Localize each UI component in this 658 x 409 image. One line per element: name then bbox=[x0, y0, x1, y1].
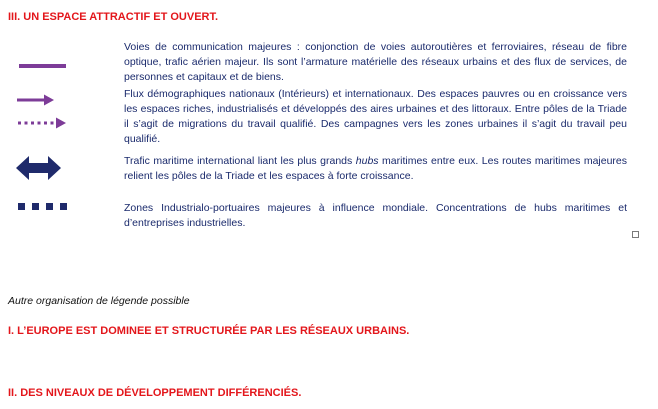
legend-text-industrial-port-zones: Zones Industrialo-portuaires majeures à influence mondiale. Concentrations de hubs maritimes et d’entreprises industrielles. bbox=[124, 202, 627, 229]
flow-arrow-icon bbox=[16, 93, 56, 107]
maritime-text-end: maritimes entre eux. Les routes maritimes majeures relient les pôles de la Triade et les espaces à forte croissance. bbox=[124, 155, 628, 182]
dotted-flow-arrow-icon bbox=[16, 116, 68, 130]
section-3-heading: III. UN ESPACE ATTRACTIF ET OUVERT. bbox=[8, 11, 219, 23]
industrial-port-zones-icon bbox=[17, 202, 71, 212]
resize-handle[interactable] bbox=[632, 231, 639, 238]
solid-line-icon bbox=[18, 62, 68, 70]
legend-text-demographic-flows: Flux démographiques nationaux (Intérieurs) et internationaux. Des espaces pauvres ou en croissance vers les espaces riches, industrialisés et développés des aires urbaines et des littoraux. Entre pôles de la Triade il s’agit de migrations du travail qualifié. Des campagnes vers les zones urbaines il s’agit du travail peu qualifié. bbox=[124, 88, 627, 145]
legend-note: Autre organisation de légende possible bbox=[8, 295, 190, 307]
legend-text-communication-routes: Voies de communication majeures : conjonction de voies autoroutières et ferroviaires, réseau de fibre optique, trafic aérien majeur. Ils sont l’armature matérielle des réseaux urbains et des flux de services, de personnes et capitaux et de biens. bbox=[124, 41, 627, 83]
section-2-heading: II. DES NIVEAUX DE DÉVELOPPEMENT DIFFÉRENCIÉS. bbox=[8, 387, 302, 399]
hubs-emphasis: hubs bbox=[355, 155, 379, 167]
legend-text-maritime-traffic bbox=[124, 154, 627, 184]
maritime-text-start: Trafic maritime international liant les plus grands bbox=[124, 155, 356, 167]
maritime-traffic-arrow-icon bbox=[15, 155, 63, 181]
section-1-heading: I. L’EUROPE EST DOMINEE ET STRUCTURÉE PAR LES RÉSEAUX URBAINS. bbox=[8, 325, 410, 337]
